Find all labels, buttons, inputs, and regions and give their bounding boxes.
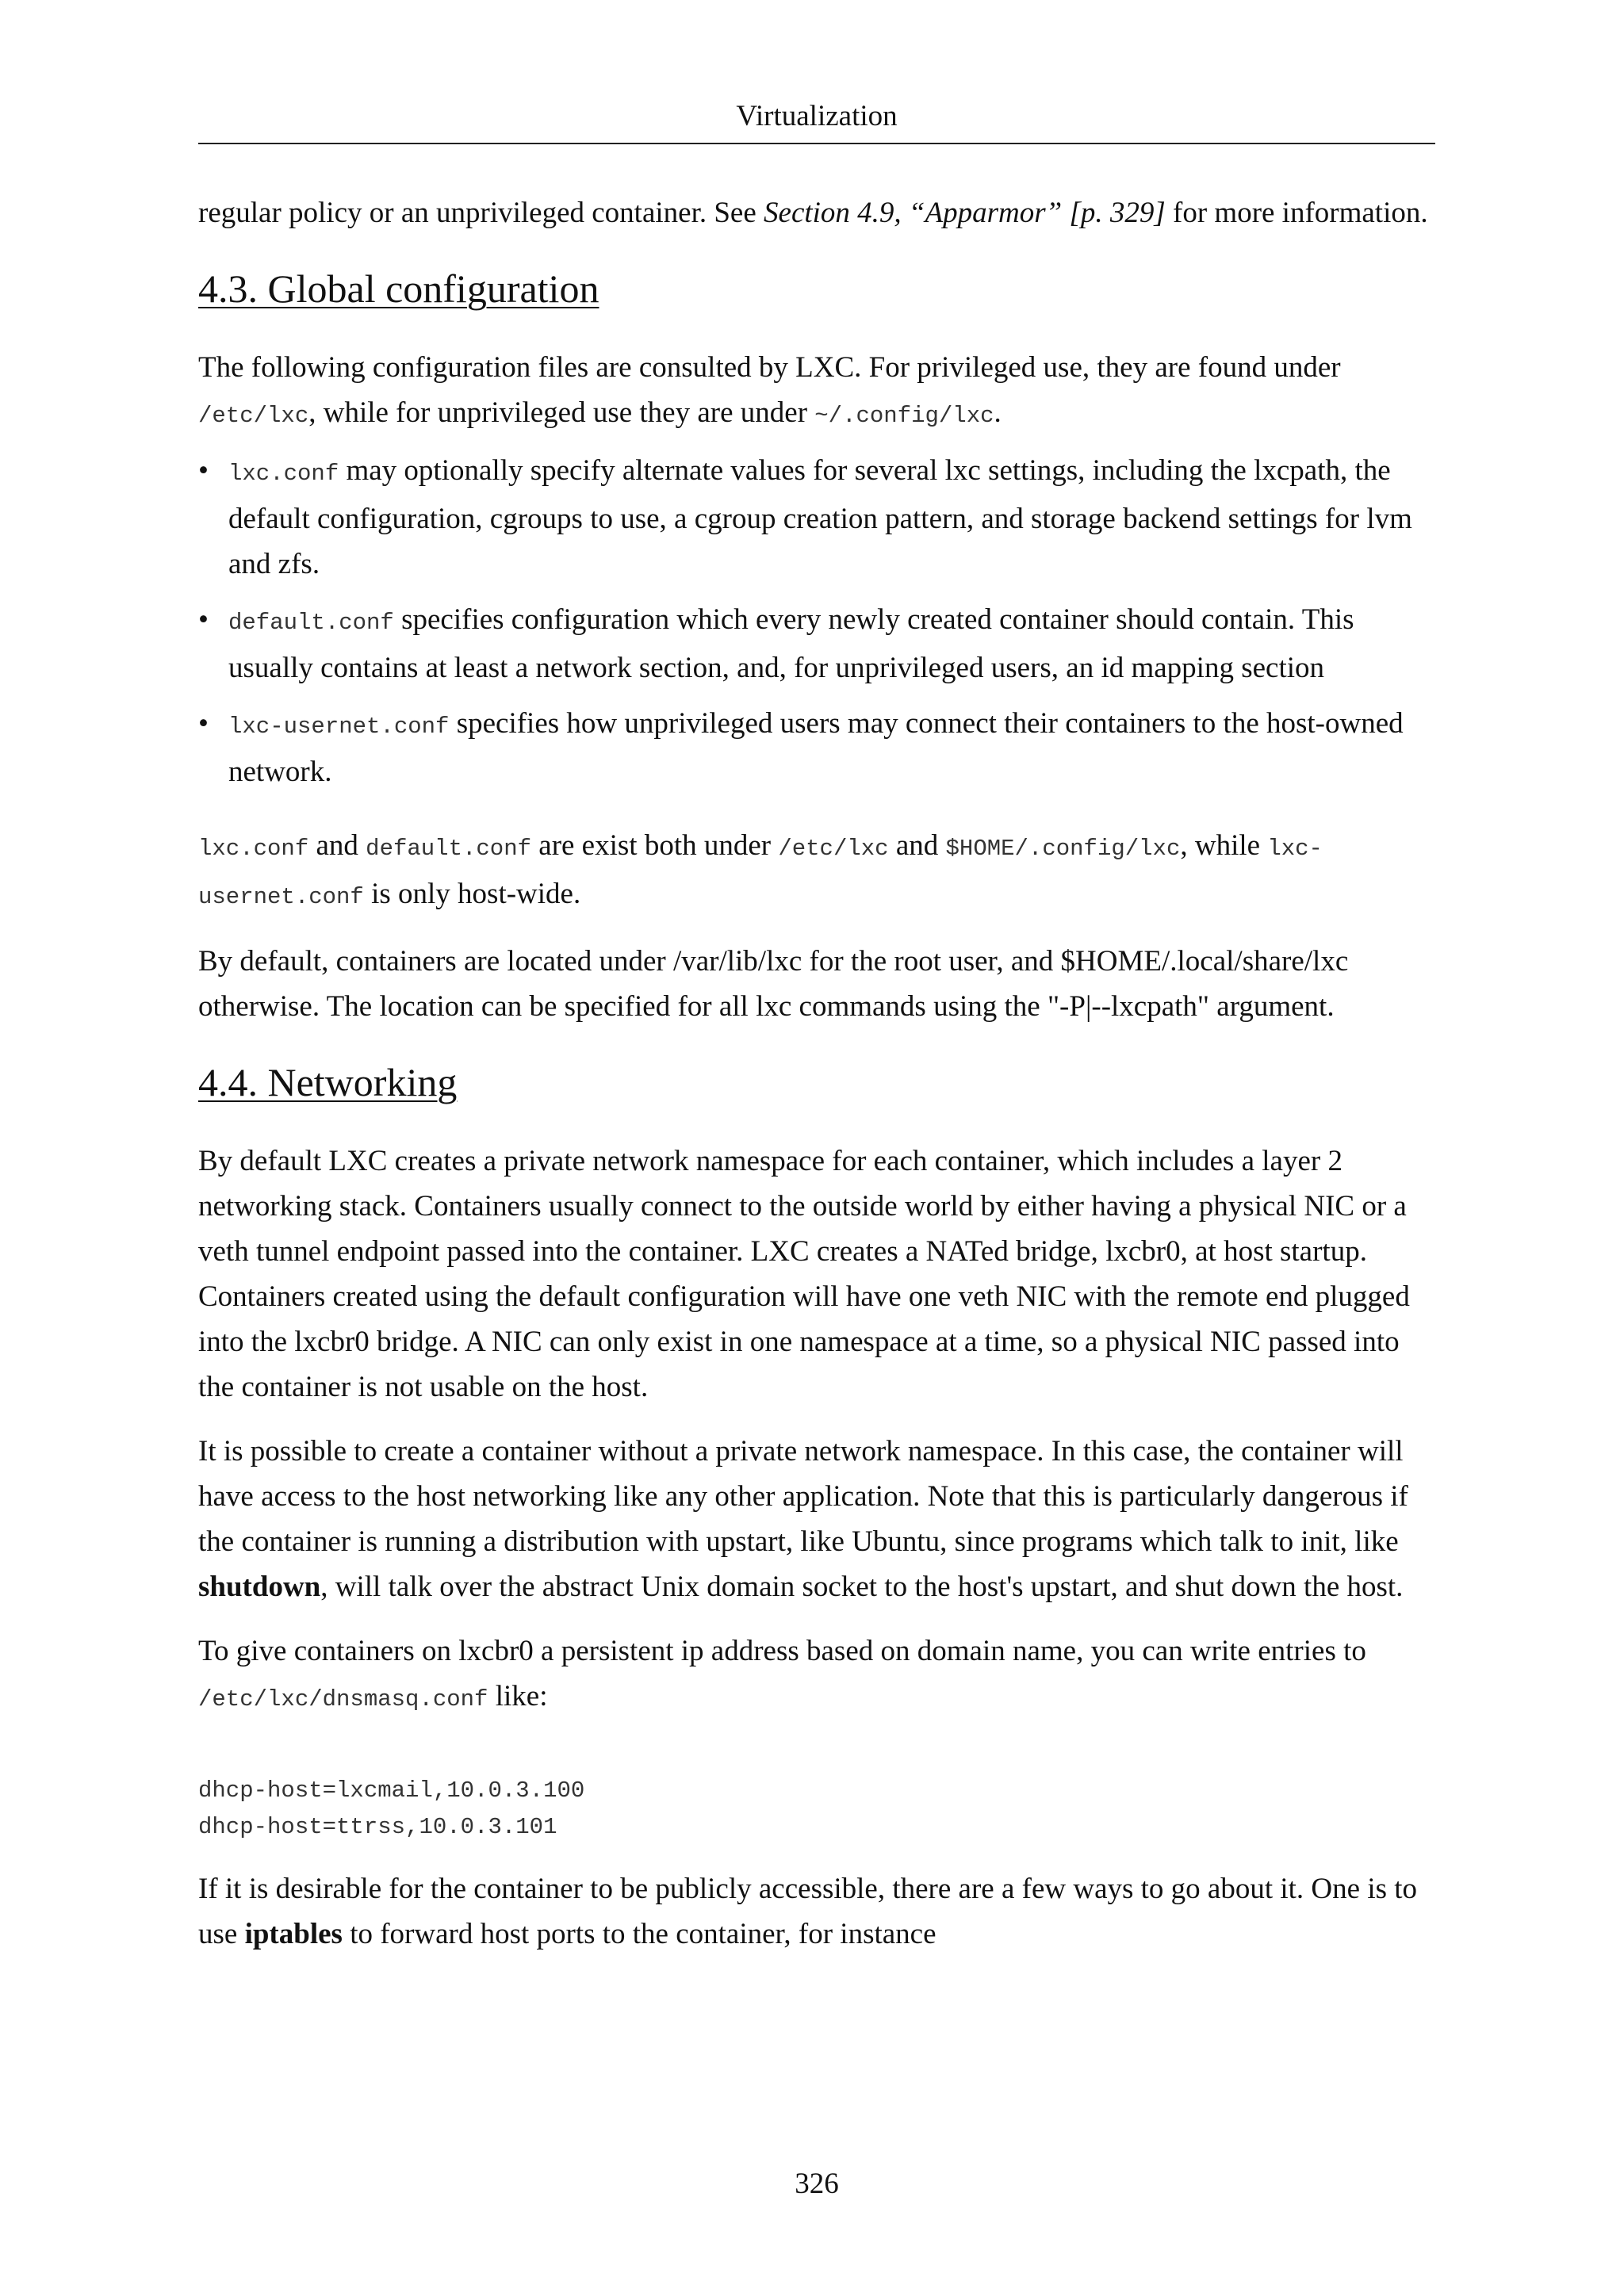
networking-paragraph-1: By default LXC creates a private network namespace for each container, which includes a layer 2 networking stack. Containers usually connect to the outside world by either having a physical NIC or a veth tunnel endpoint passed into the container. LXC creates a NATed bridge, lxcbr0, at host startup. Containers created using the default configuration will have one veth NIC with the remote end plugged into the lxcbr0 bridge. A NIC can only exist in one namespace at a time, so a physical NIC passed into the container is not usable on the host. <box>198 1145 1410 1403</box>
paragraph-text: and <box>308 829 366 862</box>
section-heading-networking: 4.4. Networking <box>198 1060 458 1104</box>
list-item-text: may optionally specify alternate values for several lxc settings, including the lxcpath, the default configuration, cgroups to use, a cgroup creation pattern, and storage backend settings for lvm and zfs. <box>228 454 1412 580</box>
paragraph-text: It is possible to create a container without a private network namespace. In this case, the container will have access to the host networking like any other application. Note that this is particularly dangerous if the container is running a distribution with upstart, like Ubuntu, since programs which talk to init, like <box>198 1435 1408 1558</box>
list-item-text: specifies configuration which every newly created container should contain. This usually contains at least a network section, and, for unprivileged users, an id mapping section <box>228 603 1354 684</box>
command-shutdown: shutdown <box>198 1571 321 1603</box>
bullet-icon: • <box>198 707 209 740</box>
path-etc-lxc: /etc/lxc <box>198 403 309 429</box>
path-user-config-lxc: ~/.config/lxc <box>814 403 994 429</box>
paragraph-text: are exist both under <box>531 829 779 862</box>
code-lxc-usernet-conf: lxc-usernet.conf <box>228 714 450 740</box>
intro-text-end: for more information. <box>1165 197 1428 229</box>
global-config-paragraph <box>198 345 1435 438</box>
bullet-icon: • <box>198 454 209 487</box>
networking-paragraph-2 <box>198 1429 1435 1609</box>
code-default-conf: default.conf <box>366 836 532 862</box>
paragraph-text: to forward host ports to the container, for instance <box>342 1918 936 1950</box>
paragraph-text: , will talk over the abstract Unix domain socket to the host's upstart, and shut down the host. <box>320 1571 1404 1603</box>
bullet-icon: • <box>198 603 209 636</box>
code-lxc-conf: lxc.conf <box>198 836 309 862</box>
paragraph-text: To give containers on lxcbr0 a persistent ip address based on domain name, you can write entries to <box>198 1635 1366 1667</box>
networking-paragraph-4 <box>198 1866 1435 1957</box>
paragraph-text: is only host-wide. <box>363 878 581 910</box>
section-heading-global-configuration: 4.3. Global configuration <box>198 266 599 311</box>
paragraph-text: , while <box>1180 829 1268 862</box>
networking-paragraph-3 <box>198 1628 1435 1722</box>
intro-paragraph <box>198 190 1435 235</box>
config-files-list <box>198 448 1435 794</box>
code-lxc-usernet-conf: lxc-usernet.conf <box>198 836 1323 910</box>
paragraph-text: . <box>994 396 1002 429</box>
path-dnsmasq-conf: /etc/lxc/dnsmasq.conf <box>198 1686 488 1712</box>
paragraph-text: , while for unprivileged use they are under <box>308 396 815 429</box>
code-default-conf: default.conf <box>228 610 394 636</box>
page-number: 326 <box>795 2168 839 2200</box>
running-header: Virtualization <box>736 100 898 132</box>
path-etc-lxc: /etc/lxc <box>778 836 889 862</box>
path-home-config-lxc: $HOME/.config/lxc <box>945 836 1181 862</box>
default-location-paragraph: By default, containers are located under /var/lib/lxc for the root user, and $HOME/.local/share/lxc otherwise. The location can be specified for all lxc commands using the "-P|--lxcpath" argument. <box>198 945 1349 1023</box>
header-rule <box>198 143 1435 144</box>
dnsmasq-code-block: dhcp-host=lxcmail,10.0.3.100 dhcp-host=ttrss,10.0.3.101 <box>198 1777 585 1840</box>
intro-text: regular policy or an unprivileged container. See <box>198 197 764 229</box>
page-content <box>198 190 1435 1976</box>
paragraph-text: like: <box>488 1680 548 1712</box>
command-iptables: iptables <box>244 1918 343 1950</box>
paragraph-text: If it is desirable for the container to be publicly accessible, there are a few ways to go about it. One is to use <box>198 1873 1418 1950</box>
list-item-lxc-usernet-conf <box>198 701 1435 794</box>
list-item-text: specifies how unprivileged users may connect their containers to the host-owned network. <box>228 707 1404 788</box>
list-item-default-conf <box>198 597 1435 691</box>
document-page <box>198 0 1435 2296</box>
paragraph-text: The following configuration files are consulted by LXC. For privileged use, they are found under <box>198 351 1341 384</box>
list-item-lxc-conf <box>198 448 1435 587</box>
code-lxc-conf: lxc.conf <box>228 461 339 487</box>
apparmor-xref-link[interactable]: Section 4.9, “Apparmor” [p. 329] <box>764 197 1166 229</box>
paragraph-text: and <box>888 829 946 862</box>
config-locations-paragraph <box>198 823 1435 920</box>
